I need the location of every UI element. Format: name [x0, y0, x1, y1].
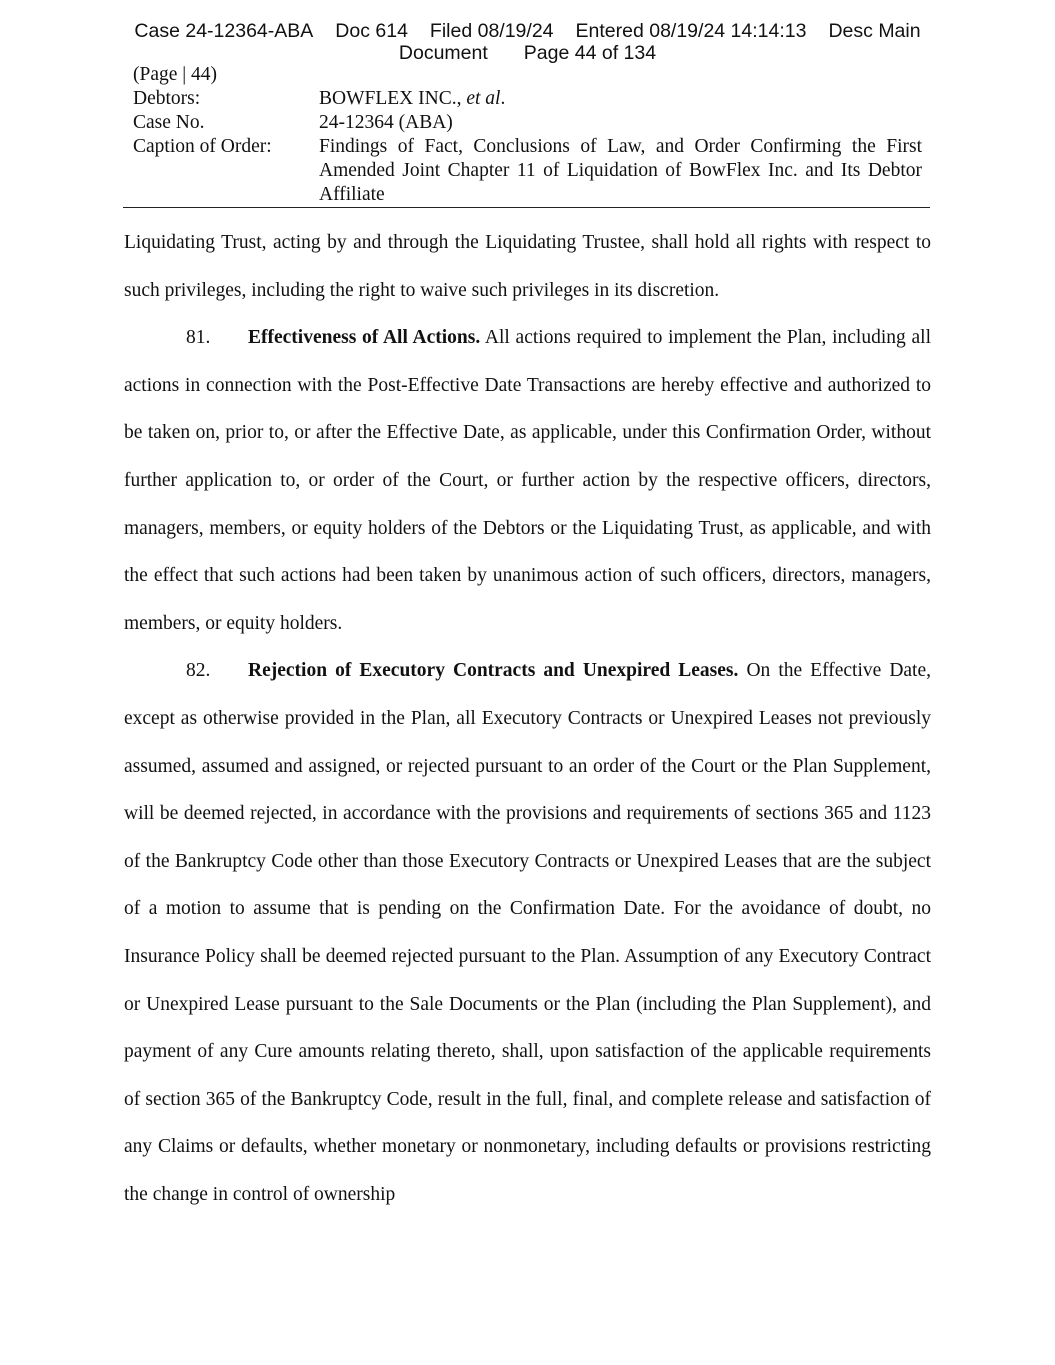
caption-order-label: Caption of Order:: [133, 136, 272, 157]
caption-order-row: [123, 135, 930, 207]
paragraph-82-text: On the Effective Date, except as otherwise provided in the Plan, all Executory Contracts or Unexpired Leases not previously assumed, assumed and assigned, or rejected pursuant to an order of the Court or the Plan Supplement, will be deemed rejected, in accordance with the provisions and requirements of sections 365 and 1123 of the Bankruptcy Code other than those Executory Contracts or Unexpired Leases that are the subject of a motion to assume that is pending on the Confirmation Date. For the avoidance of doubt, no Insurance Policy shall be deemed rejected pursuant to the Plan. Assumption of any Executory Contract or Unexpired Lease pursuant to the Sale Documents or the Plan (including the Plan Supplement), and payment of any Cure amounts relating thereto, shall, upon satisfaction of the applicable requirements of section 365 of the Bankruptcy Code, result in the full, final, and complete release and satisfaction of any Claims or defaults, whether monetary or nonmonetary, including defaults or provisions restricting the change in control of ownership: [124, 660, 932, 1205]
caption-order-value: Findings of Fact, Conclusions of Law, and Order Confirming the First Amended Joint Chapter 11 of Liquidation of BowFlex Inc. and Its Debtor Affiliate: [319, 136, 922, 205]
stamp-desc: Desc Main: [828, 20, 921, 42]
caption-case-row: [123, 111, 930, 135]
stamp-filed-date: Filed 08/19/24: [429, 20, 554, 42]
paragraph-82-number: 82.: [186, 660, 211, 682]
stamp-case-number: Case 24-12364-ABA: [134, 20, 314, 42]
caption-case-value: 24-12364 (ABA): [319, 112, 453, 133]
caption-page-ref: (Page | 44): [133, 64, 218, 85]
stamp-page-number: Page 44 of 134: [523, 42, 657, 64]
caption-debtors-value: BOWFLEX INC., et al.: [319, 88, 506, 109]
paragraph-81-number: 81.: [186, 327, 211, 349]
document-body: [124, 219, 931, 1218]
stamp-doc-number: Doc 614: [335, 20, 408, 42]
caption-et-al: et al: [466, 88, 501, 109]
paragraph-81-heading: Effectiveness of All Actions.: [248, 327, 481, 349]
caption-debtors-label: Debtors:: [133, 88, 201, 109]
paragraph-81-text: All actions required to implement the Plan, including all actions in connection with the Post-Effective Date Transactions are hereby effective and authorized to be taken on, prior to, or after the Effective Date, as applicable, under this Confirmation Order, without further application to, or order of the Court, or further action by the respective officers, directors, managers, members, or equity holders of the Debtors or the Liquidating Trust, as applicable, and with the effect that such actions had been taken by unanimous action of such officers, directors, managers, members, or equity holders.: [124, 327, 931, 634]
court-filing-stamp: [0, 20, 1055, 64]
paragraph-82: [124, 647, 931, 1218]
continuation-paragraph: Liquidating Trust, acting by and through the Liquidating Trustee, shall hold all rights with respect to such privileges, including the right to waive such privileges in its discretion.: [124, 232, 931, 301]
caption-case-label: Case No.: [133, 112, 205, 133]
paragraph-82-heading: Rejection of Executory Contracts and Unexpired Leases.: [248, 660, 739, 682]
stamp-entered-date: Entered 08/19/24 14:14:13: [575, 20, 807, 42]
caption-page-row: [123, 63, 930, 87]
stamp-document: Document: [398, 42, 488, 64]
case-caption: [123, 63, 930, 208]
paragraph-81: [124, 314, 931, 647]
caption-debtors-row: [123, 87, 930, 111]
stamp-line-2: [0, 42, 1055, 64]
